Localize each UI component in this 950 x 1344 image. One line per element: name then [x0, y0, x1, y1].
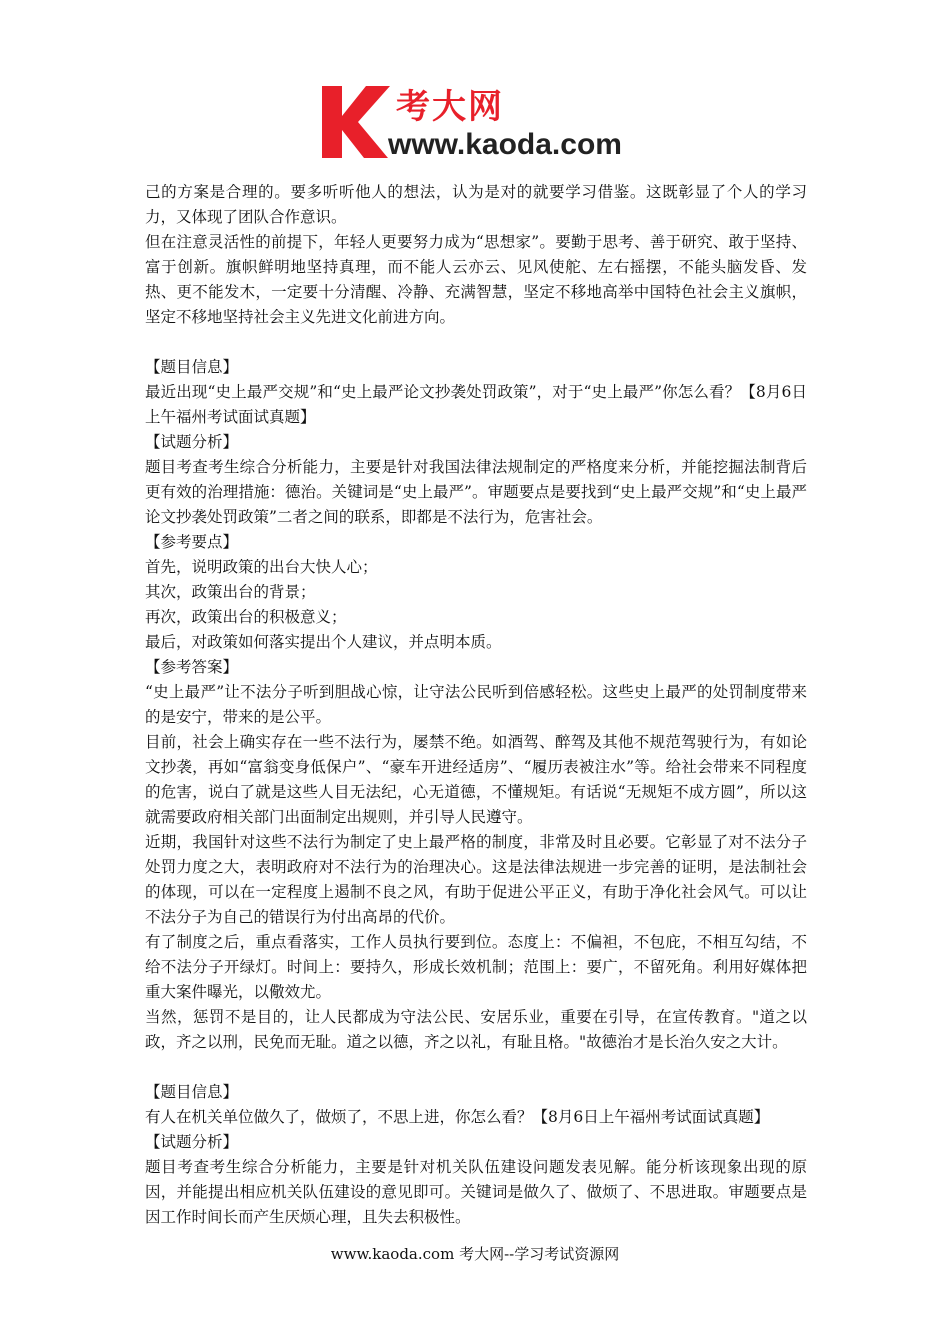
- section-heading: 【题目信息】: [145, 1083, 239, 1101]
- paragraph: “史上最严”让不法分子听到胆战心惊，让守法公民听到倍感轻松。这些史上最严的处罚制度带来的是安宁，带来的是公平。: [145, 683, 807, 726]
- paragraph: 题目考查考生综合分析能力，主要是针对我国法律法规制定的严格度来分析，并能挖掘法制背后更有效的治理措施：德治。关键词是“史上最严”。审题要点是要找到“史上最严交规”和“史上最严论文抄袭处罚政策”二者之间的联系，即都是不法行为，危害社会。: [145, 458, 807, 526]
- page-footer: www.kaoda.com 考大网--学习考试资源网: [330, 1245, 620, 1263]
- paragraph: 有人在机关单位做久了，做烦了，不思上进，你怎么看？【8月6日上午福州考试面试真题】: [145, 1108, 770, 1126]
- paragraph-gap: [145, 1055, 807, 1080]
- paragraph: 但在注意灵活性的前提下，年轻人更要努力成为“思想家”。要勤于思考、善于研究、敢于坚持、富于创新。旗帜鲜明地坚持真理，而不能人云亦云、见风使舵、左右摇摆，不能头脑发昏、发热、更不能发木，一定要十分清醒、冷静、充满智慧，坚定不移地高举中国特色社会主义旗帜，坚定不移地坚持社会主义先进文化前进方向。: [145, 233, 807, 326]
- document-body: [145, 180, 807, 1230]
- logo-k-mark: [322, 86, 390, 158]
- paragraph: 最后，对政策如何落实提出个人建议，并点明本质。: [145, 633, 502, 651]
- paragraph: 近期，我国针对这些不法行为制定了史上最严格的制度，非常及时且必要。它彰显了对不法分子处罚力度之大，表明政府对不法行为的治理决心。这是法律法规进一步完善的证明，是法制社会的体现，可以在一定程度上遏制不良之风，有助于促进公平正义，有助于净化社会风气。可以让不法分子为自己的错误行为付出高昂的代价。: [145, 833, 807, 926]
- section-heading: 【题目信息】: [145, 358, 239, 376]
- paragraph: 再次，政策出台的积极意义；: [145, 608, 347, 626]
- kaoda-logo: [318, 82, 648, 162]
- paragraph: 最近出现“史上最严交规”和“史上最严论文抄袭处罚政策”，对于“史上最严”你怎么看？【8月6日上午福州考试面试真题】: [145, 383, 807, 426]
- paragraph: 目前，社会上确实存在一些不法行为，屡禁不绝。如酒驾、醉驾及其他不规范驾驶行为，有如论文抄袭，再如“富翁变身低保户”、“豪车开进经适房”、“履历表被注水”等。给社会带来不同程度的危害，说白了就是这些人目无法纪，心无道德，不懂规矩。有话说“无规矩不成方圆”，所以这就需要政府相关部门出面制定出规则，并引导人民遵守。: [145, 733, 807, 826]
- paragraph: 首先，说明政策的出台大快人心；: [145, 558, 378, 576]
- logo-url-text: www.kaoda.com: [388, 128, 622, 161]
- section-heading: 【试题分析】: [145, 433, 239, 451]
- paragraph: 有了制度之后，重点看落实，工作人员执行要到位。态度上：不偏袒，不包庇，不相互勾结，不给不法分子开绿灯。时间上：要持久，形成长效机制；范围上：要广，不留死角。利用好媒体把重大案件曝光，以儆效尤。: [145, 933, 807, 1001]
- section-heading: 【参考要点】: [145, 533, 239, 551]
- paragraph: 题目考查考生综合分析能力，主要是针对机关队伍建设问题发表见解。能分析该现象出现的原因，并能提出相应机关队伍建设的意见即可。关键词是做久了、做烦了、不思进取。审题要点是因工作时间长而产生厌烦心理，且失去积极性。: [145, 1158, 807, 1226]
- paragraph: 其次，政策出台的背景；: [145, 583, 316, 601]
- section-heading: 【参考答案】: [145, 658, 239, 676]
- logo-brand-text: 考大网: [396, 87, 504, 127]
- paragraph: 己的方案是合理的。要多听听他人的想法，认为是对的就要学习借鉴。这既彰显了个人的学习力，又体现了团队合作意识。: [145, 183, 807, 226]
- paragraph-gap: [145, 330, 807, 355]
- section-heading: 【试题分析】: [145, 1133, 239, 1151]
- paragraph: 当然，惩罚不是目的，让人民都成为守法公民、安居乐业，重要在引导，在宣传教育。"道之以政，齐之以刑，民免而无耻。道之以德，齐之以礼，有耻且格。"故德治才是长治久安之大计。: [145, 1008, 807, 1051]
